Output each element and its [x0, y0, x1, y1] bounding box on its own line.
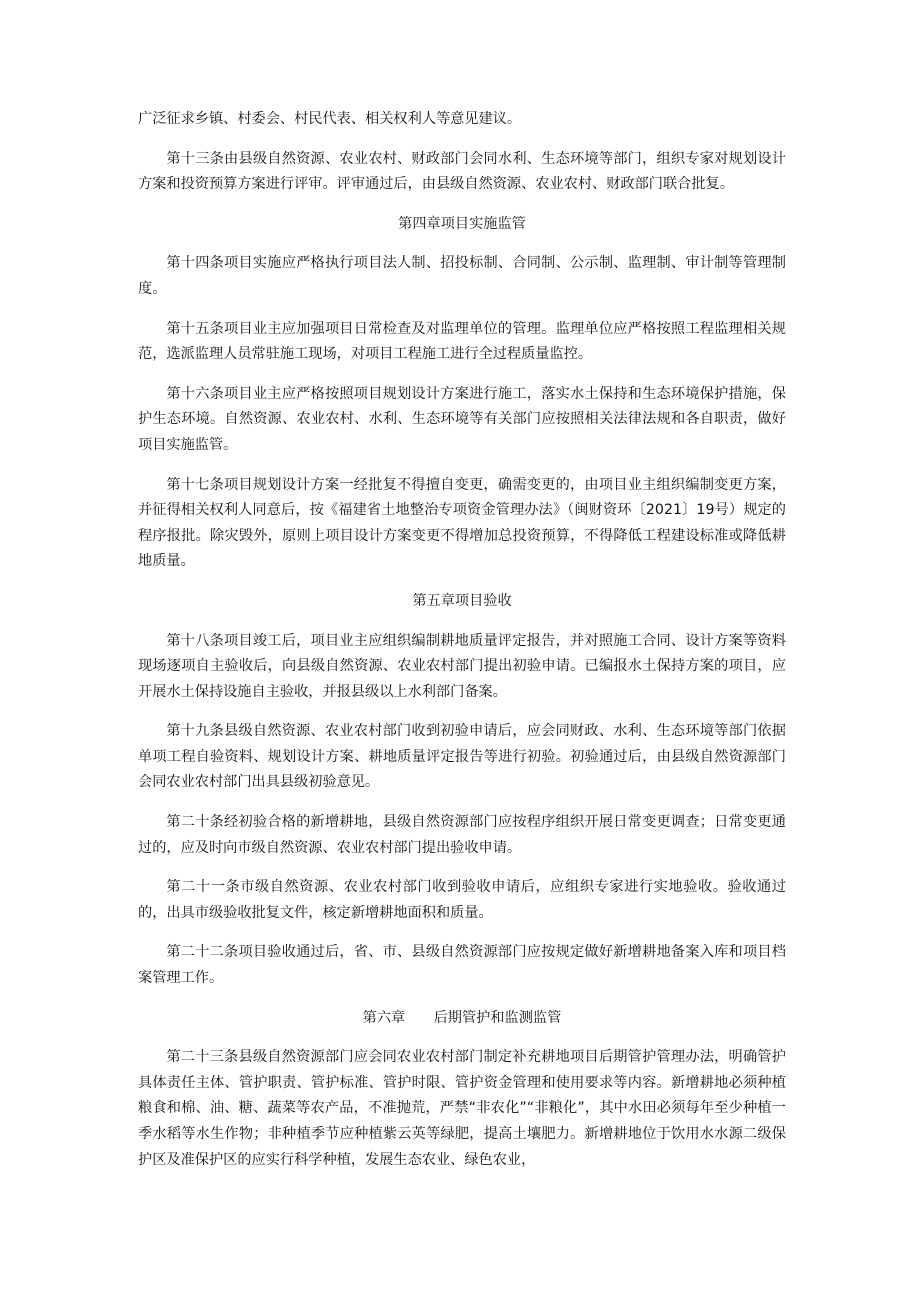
article-16: 第十六条项目业主应严格按照项目规划设计方案进行施工，落实水土保持和生态环境保护措施，保护生态环境。自然资源、农业农村、水利、生态环境等有关部门应按照相关法律法规和各自职责，做好项目实施监管。 [138, 385, 786, 453]
chapter-5-heading: 第五章项目验收 [412, 592, 512, 609]
article-21: 第二十一条市级自然资源、农业农村部门收到验收申请后，应组织专家进行实地验收。验收通过的，出具市级验收批复文件，核定新增耕地面积和质量。 [138, 879, 786, 921]
article-20: 第二十条经初验合格的新增耕地，县级自然资源部门应按程序组织开展日常变更调查；日常变更通过的，应及时向市级自然资源、农业农村部门提出验收申请。 [138, 814, 786, 856]
document-page [138, 107, 786, 1173]
chapter-6-heading: 第六章 后期管护和监测监管 [362, 1009, 562, 1026]
article-15: 第十五条项目业主应加强项目日常检查及对监理单位的管理。监理单位应严格按照工程监理相关规范，选派监理人员常驻施工现场，对项目工程施工进行全过程质量监控。 [138, 320, 786, 363]
article-18: 第十八条项目竣工后，项目业主应组织编制耕地质量评定报告，并对照施工合同、设计方案等资料现场逐项自主验收后，向县级自然资源、农业农村部门提出初验申请。已编报水土保持方案的项目，应开展水土保持设施自主验收，并报县级以上水利部门备案。 [138, 632, 786, 700]
article-22: 第二十二条项目验收通过后，省、市、县级自然资源部门应按规定做好新增耕地备案入库和项目档案管理工作。 [138, 944, 786, 987]
chapter-4-heading: 第四章项目实施监管 [398, 215, 526, 232]
article-23: 第二十三条县级自然资源部门应会同农业农村部门制定补充耕地项目后期管护管理办法，明确管护具体责任主体、管护职责、管护标准、管护时限、管护资金管理和使用要求等内容。新增耕地必须种植粮食和棉、油、糖、蔬菜等农产品，不准抛荒，严禁“非农化”“非粮化”，其中水田必须每年至少种植一季水稻等水生作物；非种植季节应种植紫云英等绿肥，提高土壤肥力。新增耕地位于饮用水水源二级保护区及准保护区的应实行科学种植，发展生态农业、绿色农业， [138, 1049, 786, 1168]
article-17: 第十七条项目规划设计方案一经批复不得擅自变更，确需变更的，由项目业主组织编制变更方案，并征得相关权利人同意后，按《福建省土地整治专项资金管理办法》（闽财资环〔2021〕19号）规定的程序报批。除灾毁外，原则上项目设计方案变更不得增加总投资预算，不得降低工程建设标准或降低耕地质量。 [138, 476, 786, 570]
paragraph-continuation: 广泛征求乡镇、村委会、村民代表、相关权利人等意见建议。 [138, 111, 522, 127]
article-14: 第十四条项目实施应严格执行项目法人制、招投标制、合同制、公示制、监理制、审计制等管理制度。 [138, 255, 786, 297]
article-19: 第十九条县级自然资源、农业农村部门收到初验申请后，应会同财政、水利、生态环境等部门依据单项工程自验资料、规划设计方案、耕地质量评定报告等进行初验。初验通过后，由县级自然资源部门会同农业农村部门出具县级初验意见。 [138, 723, 786, 791]
article-13: 第十三条由县级自然资源、农业农村、财政部门会同水利、生态环境等部门，组织专家对规划设计方案和投资预算方案进行评审。评审通过后，由县级自然资源、农业农村、财政部门联合批复。 [138, 150, 786, 193]
